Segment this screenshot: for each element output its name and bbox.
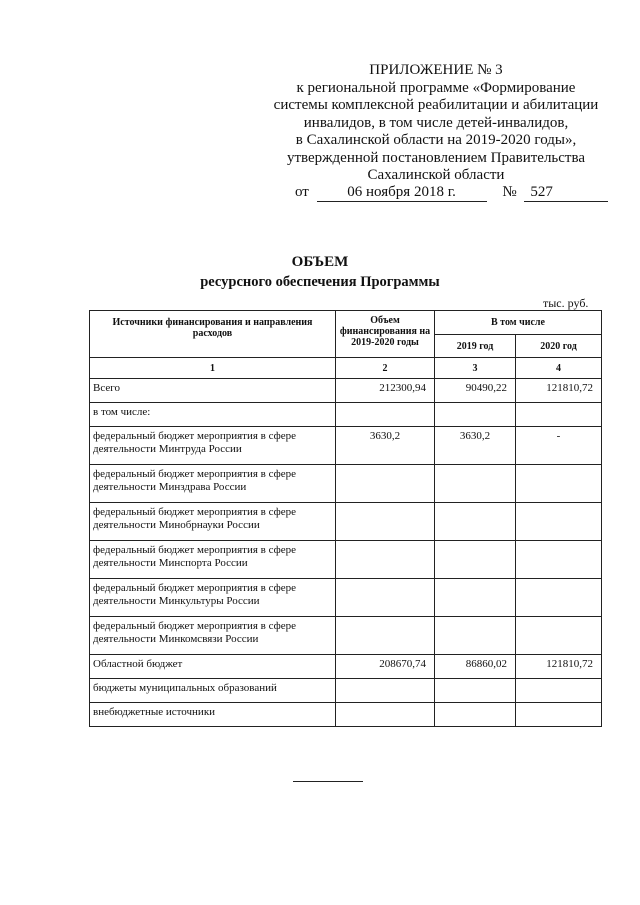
column-number: 3: [435, 358, 516, 379]
units-label: тыс. руб.: [543, 296, 589, 310]
table-row: [90, 427, 602, 465]
appendix-header: [262, 62, 610, 185]
total-cell: [336, 465, 435, 503]
header-sources: Источники финансирования и направления расходов: [90, 311, 336, 358]
row-label: федеральный бюджет мероприятия в сфере деятельности Минтруда России: [90, 427, 336, 465]
header-line: в Сахалинской области на 2019-2020 годы»,: [295, 132, 577, 148]
row-label: федеральный бюджет мероприятия в сфере деятельности Минобрнауки России: [90, 503, 336, 541]
year-2020-cell: [516, 579, 602, 617]
total-cell: [336, 503, 435, 541]
document-title: ОБЪЕМ: [291, 254, 349, 270]
year-2019-cell: [435, 403, 516, 427]
year-2020-cell: [516, 541, 602, 579]
row-label: Областной бюджет: [90, 655, 336, 679]
year-2019-cell: 3630,2: [435, 427, 516, 465]
year-2020-cell: [516, 617, 602, 655]
total-cell: [336, 679, 435, 703]
header-line: утвержденной постановлением Правительства: [286, 149, 586, 166]
header-line: инвалидов, в том числе детей-инвалидов,: [303, 114, 569, 131]
resource-table: [89, 310, 602, 727]
table-row: [90, 403, 602, 427]
total-cell: [336, 579, 435, 617]
column-number: 1: [90, 358, 336, 379]
table-row: [90, 679, 602, 703]
column-number: 2: [336, 358, 435, 379]
table-row: [90, 379, 602, 403]
table-header-row: [90, 311, 602, 335]
table-row: [90, 617, 602, 655]
table-row: [90, 503, 602, 541]
decree-date: 06 ноября 2018 г.: [317, 184, 487, 202]
column-number-row: [90, 358, 602, 379]
appendix-number: ПРИЛОЖЕНИЕ № 3: [369, 62, 503, 78]
header-line: системы комплексной реабилитации и абилитации: [273, 97, 599, 113]
header-line: к региональной программе «Формирование: [296, 79, 576, 96]
row-label: федеральный бюджет мероприятия в сфере деятельности Минкомсвязи России: [90, 617, 336, 655]
table-row: [90, 703, 602, 727]
row-label: бюджеты муниципальных образований: [90, 679, 336, 703]
row-label: федеральный бюджет мероприятия в сфере деятельности Минздрава России: [90, 465, 336, 503]
total-cell: 3630,2: [336, 427, 435, 465]
year-2020-cell: [516, 403, 602, 427]
year-2019-cell: [435, 703, 516, 727]
year-2020-cell: [516, 679, 602, 703]
year-2019-cell: 86860,02: [435, 655, 516, 679]
total-cell: [336, 403, 435, 427]
decree-line: [295, 184, 595, 202]
end-divider: [293, 781, 363, 782]
year-2019-cell: 90490,22: [435, 379, 516, 403]
column-number: 4: [516, 358, 602, 379]
header-2020: 2020 год: [516, 335, 602, 358]
year-2020-cell: 121810,72: [516, 379, 602, 403]
year-2020-cell: [516, 503, 602, 541]
header-2019: 2019 год: [435, 335, 516, 358]
row-label: федеральный бюджет мероприятия в сфере деятельности Минкультуры России: [90, 579, 336, 617]
year-2020-cell: [516, 703, 602, 727]
row-label: внебюджетные источники: [90, 703, 336, 727]
year-2019-cell: [435, 465, 516, 503]
year-2020-cell: -: [516, 427, 602, 465]
year-2019-cell: [435, 617, 516, 655]
row-label: федеральный бюджет мероприятия в сфере деятельности Минспорта России: [90, 541, 336, 579]
decree-number: 527: [524, 184, 608, 202]
header-volume: Объем финансирования на 2019-2020 годы: [336, 311, 435, 358]
year-2019-cell: [435, 541, 516, 579]
row-label: Всего: [90, 379, 336, 403]
table-row: [90, 579, 602, 617]
table-row: [90, 655, 602, 679]
year-2020-cell: 121810,72: [516, 655, 602, 679]
total-cell: 208670,74: [336, 655, 435, 679]
total-cell: [336, 541, 435, 579]
year-2019-cell: [435, 579, 516, 617]
year-2019-cell: [435, 503, 516, 541]
total-cell: [336, 617, 435, 655]
table-row: [90, 465, 602, 503]
row-label: в том числе:: [90, 403, 336, 427]
document-subtitle: ресурсного обеспечения Программы: [200, 274, 440, 290]
year-2019-cell: [435, 679, 516, 703]
number-label: №: [502, 184, 517, 200]
table-row: [90, 541, 602, 579]
total-cell: [336, 703, 435, 727]
from-label: от: [295, 184, 309, 200]
total-cell: 212300,94: [336, 379, 435, 403]
year-2020-cell: [516, 465, 602, 503]
header-including: В том числе: [435, 311, 602, 335]
header-line: Сахалинской области: [367, 167, 505, 183]
